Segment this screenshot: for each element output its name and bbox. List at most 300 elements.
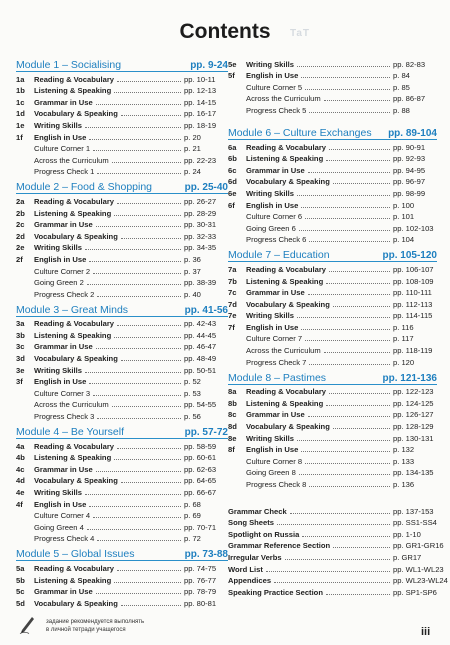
toc-entry xyxy=(16,585,228,597)
dot-leader xyxy=(85,127,181,128)
dot-leader xyxy=(121,482,181,483)
page-ref: pp. 54-55 xyxy=(184,400,217,410)
module-title: Module 3 – Great Minds xyxy=(16,303,129,316)
dot-leader xyxy=(121,115,181,116)
lesson-code: 5a xyxy=(16,563,25,573)
toc-entry xyxy=(228,355,437,367)
lesson-code: 7f xyxy=(228,322,235,332)
page-ref: pp. WL23-WL24 xyxy=(393,576,448,586)
entry-title: Reading & Vocabulary xyxy=(34,563,115,573)
toc-entry xyxy=(228,396,437,408)
page-ref: p. GR17 xyxy=(393,552,422,562)
dot-leader xyxy=(285,559,390,560)
entry-title: Writing Skills xyxy=(246,311,294,321)
module-heading xyxy=(16,424,228,439)
module-title: Module 8 – Pastimes xyxy=(228,371,327,384)
entry-title: Progress Check 7 xyxy=(246,357,307,367)
toc-entry xyxy=(228,309,437,321)
page-ref: pp. 32-33 xyxy=(184,231,217,241)
toc-entry xyxy=(228,69,437,81)
toc-entry xyxy=(228,186,437,198)
toc-entry xyxy=(16,532,228,544)
lesson-code: 4a xyxy=(16,441,25,451)
lesson-code: 3e xyxy=(16,365,25,375)
lesson-code: 5c xyxy=(16,587,25,597)
dot-leader xyxy=(97,418,181,419)
page-ref: pp. 108-109 xyxy=(393,276,434,286)
page-ref: p. 101 xyxy=(393,212,415,222)
toc-entry xyxy=(228,80,437,92)
dot-leader xyxy=(97,296,181,297)
page-ref: pp. 44-45 xyxy=(184,330,217,340)
toc-entry xyxy=(16,351,228,363)
page-ref: p. 104 xyxy=(393,235,415,245)
toc-entry xyxy=(228,419,437,431)
dot-leader xyxy=(112,406,181,407)
entry-title: Listening & Speaking xyxy=(34,575,112,585)
dot-leader xyxy=(114,92,181,93)
toc-entry xyxy=(228,466,437,478)
toc-entry xyxy=(228,385,437,397)
module-title: Module 5 – Global Issues xyxy=(16,548,135,561)
entry-title: Going Green 4 xyxy=(34,522,84,532)
page-ref: pp. 130-131 xyxy=(393,433,434,443)
entry-title: Culture Corner 6 xyxy=(246,212,303,222)
toc-entry xyxy=(228,286,437,298)
dot-leader xyxy=(333,428,390,429)
module-section xyxy=(16,57,228,176)
dot-leader xyxy=(297,66,390,67)
module-heading xyxy=(16,302,228,317)
dot-leader xyxy=(117,448,181,449)
entry-title: Reading & Vocabulary xyxy=(246,142,327,152)
entry-title: English in Use xyxy=(246,200,299,210)
toc-entry xyxy=(228,516,437,528)
page-title: Contents xyxy=(179,20,271,43)
entry-title: Reading & Vocabulary xyxy=(246,387,327,397)
entry-title: Writing Skills xyxy=(34,365,82,375)
page-number: iii xyxy=(421,626,431,638)
page-ref: pp. 118-119 xyxy=(393,346,433,356)
lesson-code: 4b xyxy=(16,453,25,463)
right-column xyxy=(228,57,448,597)
page-ref: pp. 22-23 xyxy=(184,155,217,165)
dot-leader xyxy=(301,77,390,78)
dot-leader xyxy=(305,463,390,464)
toc-entry xyxy=(228,539,444,551)
entry-title: Progress Check 5 xyxy=(246,105,307,115)
dot-leader xyxy=(87,284,181,285)
toc-entry xyxy=(16,252,228,264)
toc-entry xyxy=(16,229,228,241)
toc-entry xyxy=(16,206,228,218)
dot-leader xyxy=(96,104,181,105)
entry-title: English in Use xyxy=(34,254,87,264)
module-section xyxy=(228,125,437,244)
dot-leader xyxy=(301,329,390,330)
lesson-code: 1f xyxy=(16,132,23,142)
page-ref: pp. 28-29 xyxy=(184,208,217,218)
page-ref: p. 116 xyxy=(393,322,414,332)
page-ref: p. 120 xyxy=(393,357,415,367)
toc-entry xyxy=(228,233,437,245)
toc-entry xyxy=(228,274,437,286)
dot-leader xyxy=(117,570,181,571)
page-ref: pp. 90-91 xyxy=(393,142,426,152)
page-ref: p. 37 xyxy=(184,266,201,276)
module-title: Module 6 – Culture Exchanges xyxy=(228,126,372,139)
page-ref: pp. 62-63 xyxy=(184,464,217,474)
lesson-code: 3f xyxy=(16,377,23,387)
toc-entry xyxy=(16,573,228,585)
page-ref: pp. 1-10 xyxy=(393,529,421,539)
toc-entry xyxy=(228,585,437,597)
dot-leader xyxy=(301,207,390,208)
page-ref: p. 100 xyxy=(393,200,415,210)
dot-leader xyxy=(117,325,181,326)
entry-title: Listening & Speaking xyxy=(34,208,112,218)
dot-leader xyxy=(309,486,390,487)
dot-leader xyxy=(277,524,390,525)
page-ref: pp. 74-75 xyxy=(184,563,217,573)
module-pages: pp. 121-136 xyxy=(382,372,437,384)
module-section xyxy=(16,179,228,298)
lesson-code: 7a xyxy=(228,264,237,274)
module-section xyxy=(228,247,437,366)
entry-title: Across the Curriculum xyxy=(246,94,321,104)
page-ref: p. 24 xyxy=(184,167,201,177)
dot-leader xyxy=(93,395,181,396)
entry-title: Grammar in Use xyxy=(34,464,93,474)
toc-entry xyxy=(16,264,228,276)
toc-entry xyxy=(16,165,228,177)
page-ref: pp. 38-39 xyxy=(184,278,217,288)
entry-title: Across the Curriculum xyxy=(34,155,109,165)
dot-leader xyxy=(308,294,390,295)
page-ref: p. 88 xyxy=(393,105,410,115)
page-ref: pp. 60-61 xyxy=(184,453,217,463)
module-pages: pp. 25-40 xyxy=(184,182,228,194)
toc-entry xyxy=(228,343,437,355)
entry-title: Appendices xyxy=(228,576,272,586)
lesson-code: 8f xyxy=(228,445,235,455)
toc-entry xyxy=(228,92,437,104)
entry-title: Listening & Speaking xyxy=(34,86,112,96)
toc-entry xyxy=(16,439,228,451)
toc-entry xyxy=(228,57,437,69)
dot-leader xyxy=(89,261,181,262)
toc-entry xyxy=(16,509,228,521)
page-ref: pp. 106-107 xyxy=(393,264,434,274)
entry-title: Grammar in Use xyxy=(34,97,93,107)
toc-entry xyxy=(16,363,228,375)
page-ref: p. 52 xyxy=(184,377,201,387)
entry-title: Vocabulary & Speaking xyxy=(246,422,330,432)
page-ref: pp. 14-15 xyxy=(184,97,217,107)
lesson-code: 2e xyxy=(16,243,25,253)
spacer xyxy=(228,492,437,504)
module-heading xyxy=(228,247,437,262)
toc-entry xyxy=(16,474,228,486)
toc-entry xyxy=(16,317,228,329)
toc-entry xyxy=(16,497,228,509)
module-heading xyxy=(228,125,437,140)
dot-leader xyxy=(89,506,181,507)
page-ref: pp. 30-31 xyxy=(184,220,217,230)
page-ref: p. 84 xyxy=(393,71,410,81)
toc-entry xyxy=(228,332,437,344)
entry-title: Vocabulary & Speaking xyxy=(246,177,330,187)
toc-entry xyxy=(228,550,437,562)
toc-entry xyxy=(16,72,228,84)
back-matter xyxy=(228,504,448,597)
entry-title: Grammar in Use xyxy=(34,587,93,597)
dot-leader xyxy=(309,112,390,113)
toc-entry xyxy=(16,398,228,410)
entry-title: Going Green 8 xyxy=(246,468,296,478)
page-ref: pp. 70-71 xyxy=(184,522,217,532)
lesson-code: 2a xyxy=(16,196,25,206)
entry-title: English in Use xyxy=(246,445,299,455)
entry-title: Song Sheets xyxy=(228,518,274,528)
entry-title: Going Green 6 xyxy=(246,223,296,233)
toc-entry xyxy=(16,153,228,165)
lesson-code: 3d xyxy=(16,354,25,364)
page-ref: pp. 58-59 xyxy=(184,441,217,451)
dot-leader xyxy=(301,451,390,452)
toc-entry xyxy=(228,262,437,274)
entry-title: Writing Skills xyxy=(246,433,294,443)
page-ref: p. 40 xyxy=(184,289,201,299)
toc-entry xyxy=(228,140,437,152)
entry-title: Vocabulary & Speaking xyxy=(34,476,118,486)
entry-title: Vocabulary & Speaking xyxy=(246,299,330,309)
page-ref: pp. 10-11 xyxy=(184,74,216,84)
entry-title: English in Use xyxy=(246,322,299,332)
dot-leader xyxy=(121,605,181,606)
toc-entry xyxy=(16,194,228,206)
entry-title: Progress Check 8 xyxy=(246,480,307,489)
dot-leader xyxy=(85,372,181,373)
left-column xyxy=(16,57,228,611)
entry-title: Irregular Verbs xyxy=(228,552,282,562)
entry-title: Culture Corner 8 xyxy=(246,456,303,466)
toc-entry xyxy=(16,409,228,421)
dot-leader xyxy=(309,241,390,242)
dot-leader xyxy=(96,471,181,472)
page-ref: pp. 18-19 xyxy=(184,120,217,130)
dot-leader xyxy=(93,150,181,151)
lesson-code: 8d xyxy=(228,422,237,432)
page-ref: pp. 112-113 xyxy=(393,299,433,309)
dot-leader xyxy=(333,306,390,307)
page-ref: pp. 96-97 xyxy=(393,177,426,187)
entry-title: Writing Skills xyxy=(34,120,82,130)
lesson-code: 3b xyxy=(16,330,25,340)
page-ref: pp. 128-129 xyxy=(393,422,434,432)
page-ref: pp. 92-93 xyxy=(393,154,426,164)
lesson-code: 5f xyxy=(228,71,235,81)
entry-title: Grammar in Use xyxy=(34,342,93,352)
entry-title: Grammar in Use xyxy=(246,165,305,175)
dot-leader xyxy=(326,405,390,406)
toc-entry xyxy=(228,320,437,332)
module-title: Module 4 – Be Yourself xyxy=(16,426,124,439)
dot-leader xyxy=(87,529,181,530)
toc-entry xyxy=(228,431,437,443)
lesson-code: 7c xyxy=(228,288,237,298)
lesson-code: 7e xyxy=(228,311,237,321)
dot-leader xyxy=(114,459,181,460)
lesson-code: 7b xyxy=(228,276,237,286)
toc-entry xyxy=(16,375,228,387)
toc-entry xyxy=(228,198,437,210)
dot-leader xyxy=(329,149,390,150)
page-ref: p. 53 xyxy=(184,388,201,398)
dot-leader xyxy=(96,226,181,227)
entry-title: Listening & Speaking xyxy=(246,154,324,164)
toc-entry xyxy=(16,561,228,573)
dot-leader xyxy=(266,571,390,572)
dot-leader xyxy=(299,230,390,231)
lesson-code: 6c xyxy=(228,165,237,175)
dot-leader xyxy=(97,540,181,541)
page-ref: pp. 82-83 xyxy=(393,59,426,69)
page-ref: pp. 124-125 xyxy=(393,398,434,408)
module-heading xyxy=(16,179,228,194)
toc-entry xyxy=(16,118,228,130)
page-ref: pp. 42-43 xyxy=(184,319,217,329)
pen-icon xyxy=(19,614,37,634)
module-title: Module 7 – Education xyxy=(228,249,330,262)
page-ref: pp. 98-99 xyxy=(393,188,426,198)
dot-leader xyxy=(329,393,390,394)
lesson-code: 2f xyxy=(16,254,23,264)
page-ref: p. 68 xyxy=(184,499,201,509)
toc-entry xyxy=(228,574,448,586)
module-pages: pp. 57-72 xyxy=(184,427,228,439)
page-ref: p. 85 xyxy=(393,82,410,92)
toc-entry xyxy=(228,175,437,187)
entry-title: Vocabulary & Speaking xyxy=(34,109,118,119)
lesson-code: 7d xyxy=(228,299,237,309)
entry-title: Progress Check 1 xyxy=(34,167,95,177)
lesson-code: 6e xyxy=(228,188,237,198)
entry-title: Listening & Speaking xyxy=(34,330,112,340)
page-ref: pp. WL1-WL23 xyxy=(393,564,444,574)
dot-leader xyxy=(85,249,181,250)
dot-leader xyxy=(302,536,390,537)
lesson-code: 2b xyxy=(16,208,25,218)
entry-title: Across the Curriculum xyxy=(34,400,109,410)
page-ref: p. 72 xyxy=(184,534,201,544)
entry-title: Writing Skills xyxy=(246,59,294,69)
dot-leader xyxy=(117,81,181,82)
toc-entry xyxy=(16,276,228,288)
entry-title: Reading & Vocabulary xyxy=(34,196,115,206)
page-ref: p. 132 xyxy=(393,445,415,455)
entry-title: Grammar Reference Section xyxy=(228,541,331,551)
entry-title: Culture Corner 2 xyxy=(34,266,91,276)
dot-leader xyxy=(297,195,390,196)
lesson-code: 2d xyxy=(16,231,25,241)
entry-title: Reading & Vocabulary xyxy=(34,319,115,329)
entry-title: Vocabulary & Speaking xyxy=(34,231,118,241)
entry-title: Vocabulary & Speaking xyxy=(34,598,118,608)
entry-title: Grammar Check xyxy=(228,506,287,516)
toc-entry xyxy=(16,462,228,474)
page-ref: p. 56 xyxy=(184,412,201,422)
dot-leader xyxy=(114,582,181,583)
page-ref: pp. 76-77 xyxy=(184,575,217,585)
entry-title: Culture Corner 5 xyxy=(246,82,303,92)
lesson-code: 3c xyxy=(16,342,25,352)
lesson-code: 1d xyxy=(16,109,25,119)
module-title: Module 2 – Food & Shopping xyxy=(16,181,153,194)
dot-leader xyxy=(112,162,181,163)
lesson-code: 8a xyxy=(228,387,237,397)
lesson-code: 1b xyxy=(16,86,25,96)
toc-entry xyxy=(228,562,444,574)
page-ref: p. 36 xyxy=(184,254,201,264)
lesson-code: 6f xyxy=(228,200,235,210)
entry-title: Culture Corner 3 xyxy=(34,388,91,398)
toc-entry xyxy=(228,152,437,164)
module-title: Module 1 – Socialising xyxy=(16,59,122,71)
dot-leader xyxy=(308,172,390,173)
entry-title: Writing Skills xyxy=(34,243,82,253)
toc-entry xyxy=(16,95,228,107)
toc-entry xyxy=(16,84,228,96)
entry-title: English in Use xyxy=(246,71,299,81)
footnote-line: задание рекомендуется выполнять xyxy=(46,619,145,625)
dot-leader xyxy=(297,440,390,441)
page-ref: pp. 86-87 xyxy=(393,94,426,104)
page-ref: pp. 50-51 xyxy=(184,365,217,375)
dot-leader xyxy=(274,582,390,583)
module-section xyxy=(16,424,228,543)
page-ref: pp. 110-111 xyxy=(393,288,432,298)
entry-title: Spotlight on Russia xyxy=(228,529,300,539)
entry-title: English in Use xyxy=(34,499,87,509)
toc-entry xyxy=(16,451,228,463)
toc-entry xyxy=(16,340,228,352)
module-pages: pp. 105-120 xyxy=(382,250,437,262)
page-ref: pp. 78-79 xyxy=(184,587,217,597)
page-ref: pp. 46-47 xyxy=(184,342,217,352)
page-ref: pp. 12-13 xyxy=(184,86,217,96)
toc-entry xyxy=(16,287,228,299)
toc-entry xyxy=(228,504,437,516)
page-ref: pp. SP1-SP6 xyxy=(393,587,437,597)
entry-title: Across the Curriculum xyxy=(246,346,321,356)
page-ref: pp. GR1-GR16 xyxy=(393,541,444,551)
module-pages: pp. 9-24 xyxy=(190,60,228,71)
toc-entry xyxy=(16,485,228,497)
lesson-code: 8e xyxy=(228,433,237,443)
page-ref: pp. 122-123 xyxy=(393,387,434,397)
page-ref: pp. 80-81 xyxy=(184,598,217,608)
lesson-code: 1c xyxy=(16,97,25,107)
page-ref: pp. 114-115 xyxy=(393,311,433,321)
dot-leader xyxy=(93,273,181,274)
page-ref: p. 117 xyxy=(393,334,414,344)
dot-leader xyxy=(297,317,390,318)
toc-entry xyxy=(228,103,437,115)
entry-title: Grammar in Use xyxy=(246,288,305,298)
dot-leader xyxy=(97,173,181,174)
lesson-code: 3a xyxy=(16,319,25,329)
